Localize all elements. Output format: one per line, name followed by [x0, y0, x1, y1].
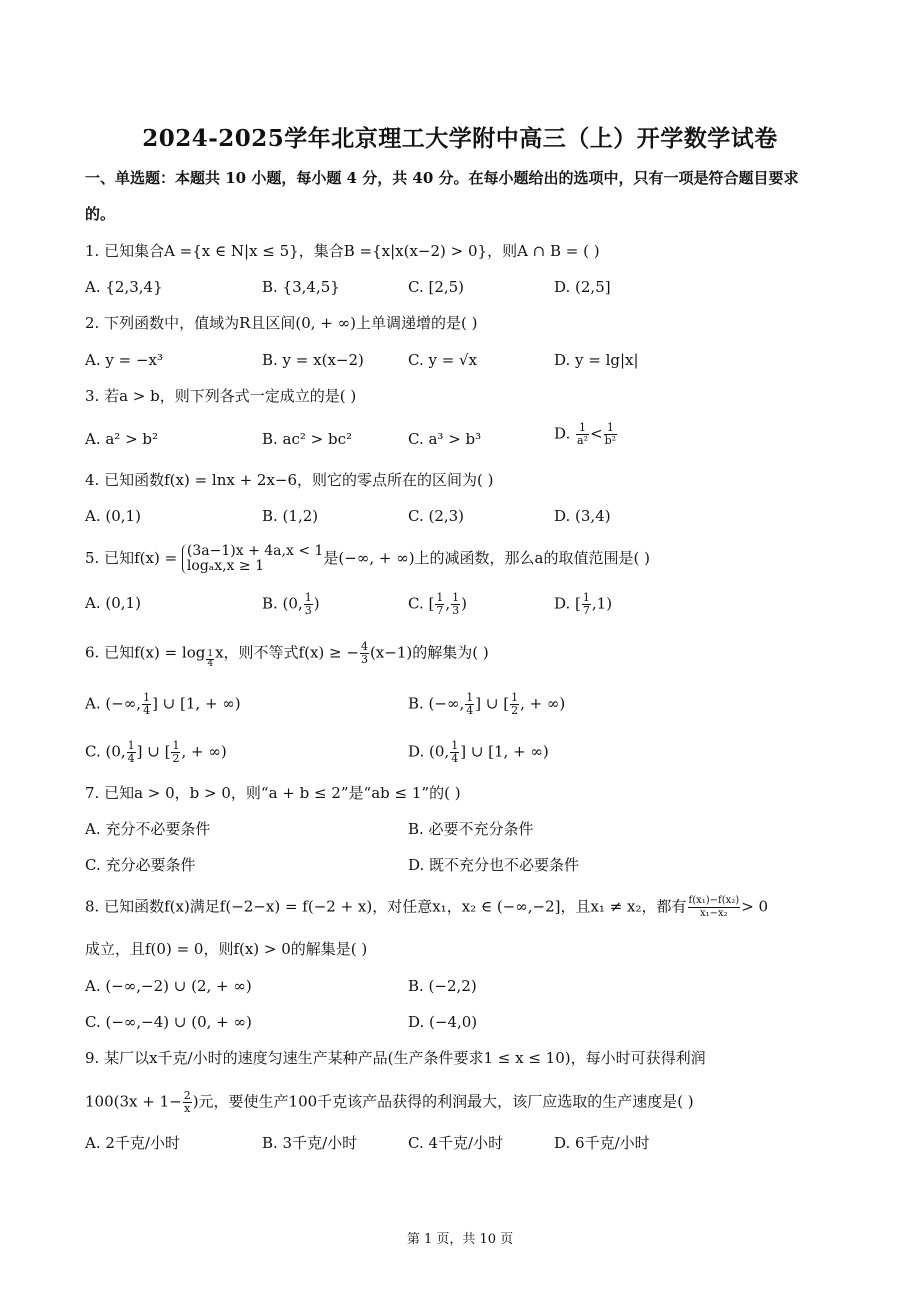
q3-d-rhs-fraction: $\frac{1}{\text{b²}}$ — [604, 421, 617, 447]
q4-option-b: B. (1,2) — [262, 507, 319, 525]
q8-option-d: D. (−4,0) — [408, 1013, 478, 1031]
q4-option-c: C. (2,3) — [408, 507, 465, 525]
q1-option-b: B. {3,4,5} — [262, 278, 340, 296]
q3-option-a: A. a² > b² — [85, 430, 159, 448]
question-8-stem-cont: 成立，且f(0) = 0，则f(x) > 0的解集是( ) — [85, 940, 368, 958]
q2-option-a: A. y = −x³ — [85, 351, 163, 369]
q9-option-c: C. 4千克/小时 — [408, 1134, 504, 1152]
q6-option-a: A. (−∞, $\frac{1}{4}$ ] ∪ [1, + ∞) — [85, 691, 241, 717]
q3-option-b: B. ac² > bc² — [262, 430, 353, 448]
q6-option-c: C. (0, $\frac{1}{4}$ ] ∪ [ $\frac{1}{2}$ , + ∞) — [85, 739, 227, 765]
q9-option-d: D. 6千克/小时 — [554, 1134, 650, 1152]
question-9-stem-cont: 100(3x + 1− $\frac{2}{x}$ )元，要使生产100千克该产品获得的利润最大，该厂应选取的生产速度是( ) — [85, 1089, 694, 1115]
page-title: 2024-2025学年北京理工大学附中高三（上）开学数学试卷 — [142, 125, 778, 152]
q5-option-c: C. [ $\frac{1}{7}$ , $\frac{1}{3}$ ) — [408, 591, 467, 617]
page-footer: 第 1 页，共 10 页 — [406, 1232, 514, 1247]
q7-option-b: B. 必要不充分条件 — [408, 820, 534, 838]
section-heading: 一、单选题：本题共 10 小题，每小题 4 分，共 40 分。在每小题给出的选项中，只有一项是符合题目要求 — [85, 169, 799, 187]
q4-option-d: D. (3,4) — [554, 507, 611, 525]
q2-option-b: B. y = x(x−2) — [262, 351, 364, 369]
q9-option-a: A. 2千克/小时 — [85, 1134, 180, 1152]
section-heading-cont: 的。 — [85, 205, 116, 223]
question-3-stem: 3. 若a > b，则下列各式一定成立的是( ) — [85, 387, 357, 405]
question-5-stem: 5. 已知f(x) = (3a−1)x + 4a,x < 1 logₐx,x ≥ 1 是(−∞, + ∞)上的减函数，那么a的取值范围是( ) — [85, 543, 650, 574]
q2-option-d: D. y = lg|x| — [554, 351, 639, 369]
q3-option-d-label: D. — [554, 424, 571, 443]
question-1-stem: 1. 已知集合A ={x ∈ N|x ≤ 5}，集合B ={x|x(x−2) > 0}，则A ∩ B = ( ) — [85, 242, 600, 260]
question-8-stem: 8. 已知函数f(x)满足f(−2−x) = f(−2 + x)，对任意x₁，x₂ ∈ (−∞,−2]，且x₁ ≠ x₂，都有 $\frac{\text{f(x₁)−f(x₂)}}{\text{x₁−x₂}}$ > 0 — [85, 895, 769, 919]
q6-option-b: B. (−∞, $\frac{1}{4}$ ] ∪ [ $\frac{1}{2}$ , + ∞) — [408, 691, 566, 717]
q6-option-d: D. (0, $\frac{1}{4}$ ] ∪ [1, + ∞) — [408, 739, 549, 765]
q7-option-a: A. 充分不必要条件 — [85, 820, 211, 838]
q8-option-b: B. (−2,2) — [408, 977, 477, 995]
question-4-stem: 4. 已知函数f(x) = lnx + 2x−6，则它的零点所在的区间为( ) — [85, 471, 494, 489]
q3-option-d: D. $\frac{1}{\text{a²}}$ < $\frac{1}{\text{b²}}$ — [554, 421, 617, 447]
q1-option-d: D. (2,5] — [554, 278, 611, 296]
question-7-stem: 7. 已知a > 0，b > 0，则“a + b ≤ 2”是“ab ≤ 1”的( ) — [85, 784, 461, 802]
q8-option-a: A. (−∞,−2) ∪ (2, + ∞) — [85, 977, 252, 995]
q3-option-c: C. a³ > b³ — [408, 430, 482, 448]
q7-option-d: D. 既不充分也不必要条件 — [408, 856, 580, 874]
q5-option-d: D. [ $\frac{1}{7}$ ,1) — [554, 591, 613, 617]
q2-option-c: C. y = √x — [408, 351, 478, 369]
question-2-stem: 2. 下列函数中，值域为R且区间(0, + ∞)上单调递增的是( ) — [85, 314, 478, 332]
q3-d-lhs-fraction: $\frac{1}{\text{a²}}$ — [577, 421, 589, 447]
q7-option-c: C. 充分必要条件 — [85, 856, 196, 874]
q1-option-c: C. [2,5) — [408, 278, 465, 296]
q9-option-b: B. 3千克/小时 — [262, 1134, 358, 1152]
question-6-stem: 6. 已知f(x) = log $\frac{1}{4}$ x，则不等式f(x) ≥ − $\frac{4}{3}$ (x−1)的解集为( ) — [85, 640, 489, 669]
question-9-stem: 9. 某厂以x千克/小时的速度匀速生产某种产品(生产条件要求1 ≤ x ≤ 10)，每小时可获得利润 — [85, 1049, 706, 1067]
q1-option-a: A. {2,3,4} — [85, 278, 163, 296]
piecewise-brace: (3a−1)x + 4a,x < 1 logₐx,x ≥ 1 — [182, 544, 323, 574]
q8-option-c: C. (−∞,−4) ∪ (0, + ∞) — [85, 1013, 252, 1031]
q5-option-b: B. (0, $\frac{1}{3}$ ) — [262, 591, 320, 617]
q4-option-a: A. (0,1) — [85, 507, 141, 525]
q5-option-a: A. (0,1) — [85, 594, 141, 612]
